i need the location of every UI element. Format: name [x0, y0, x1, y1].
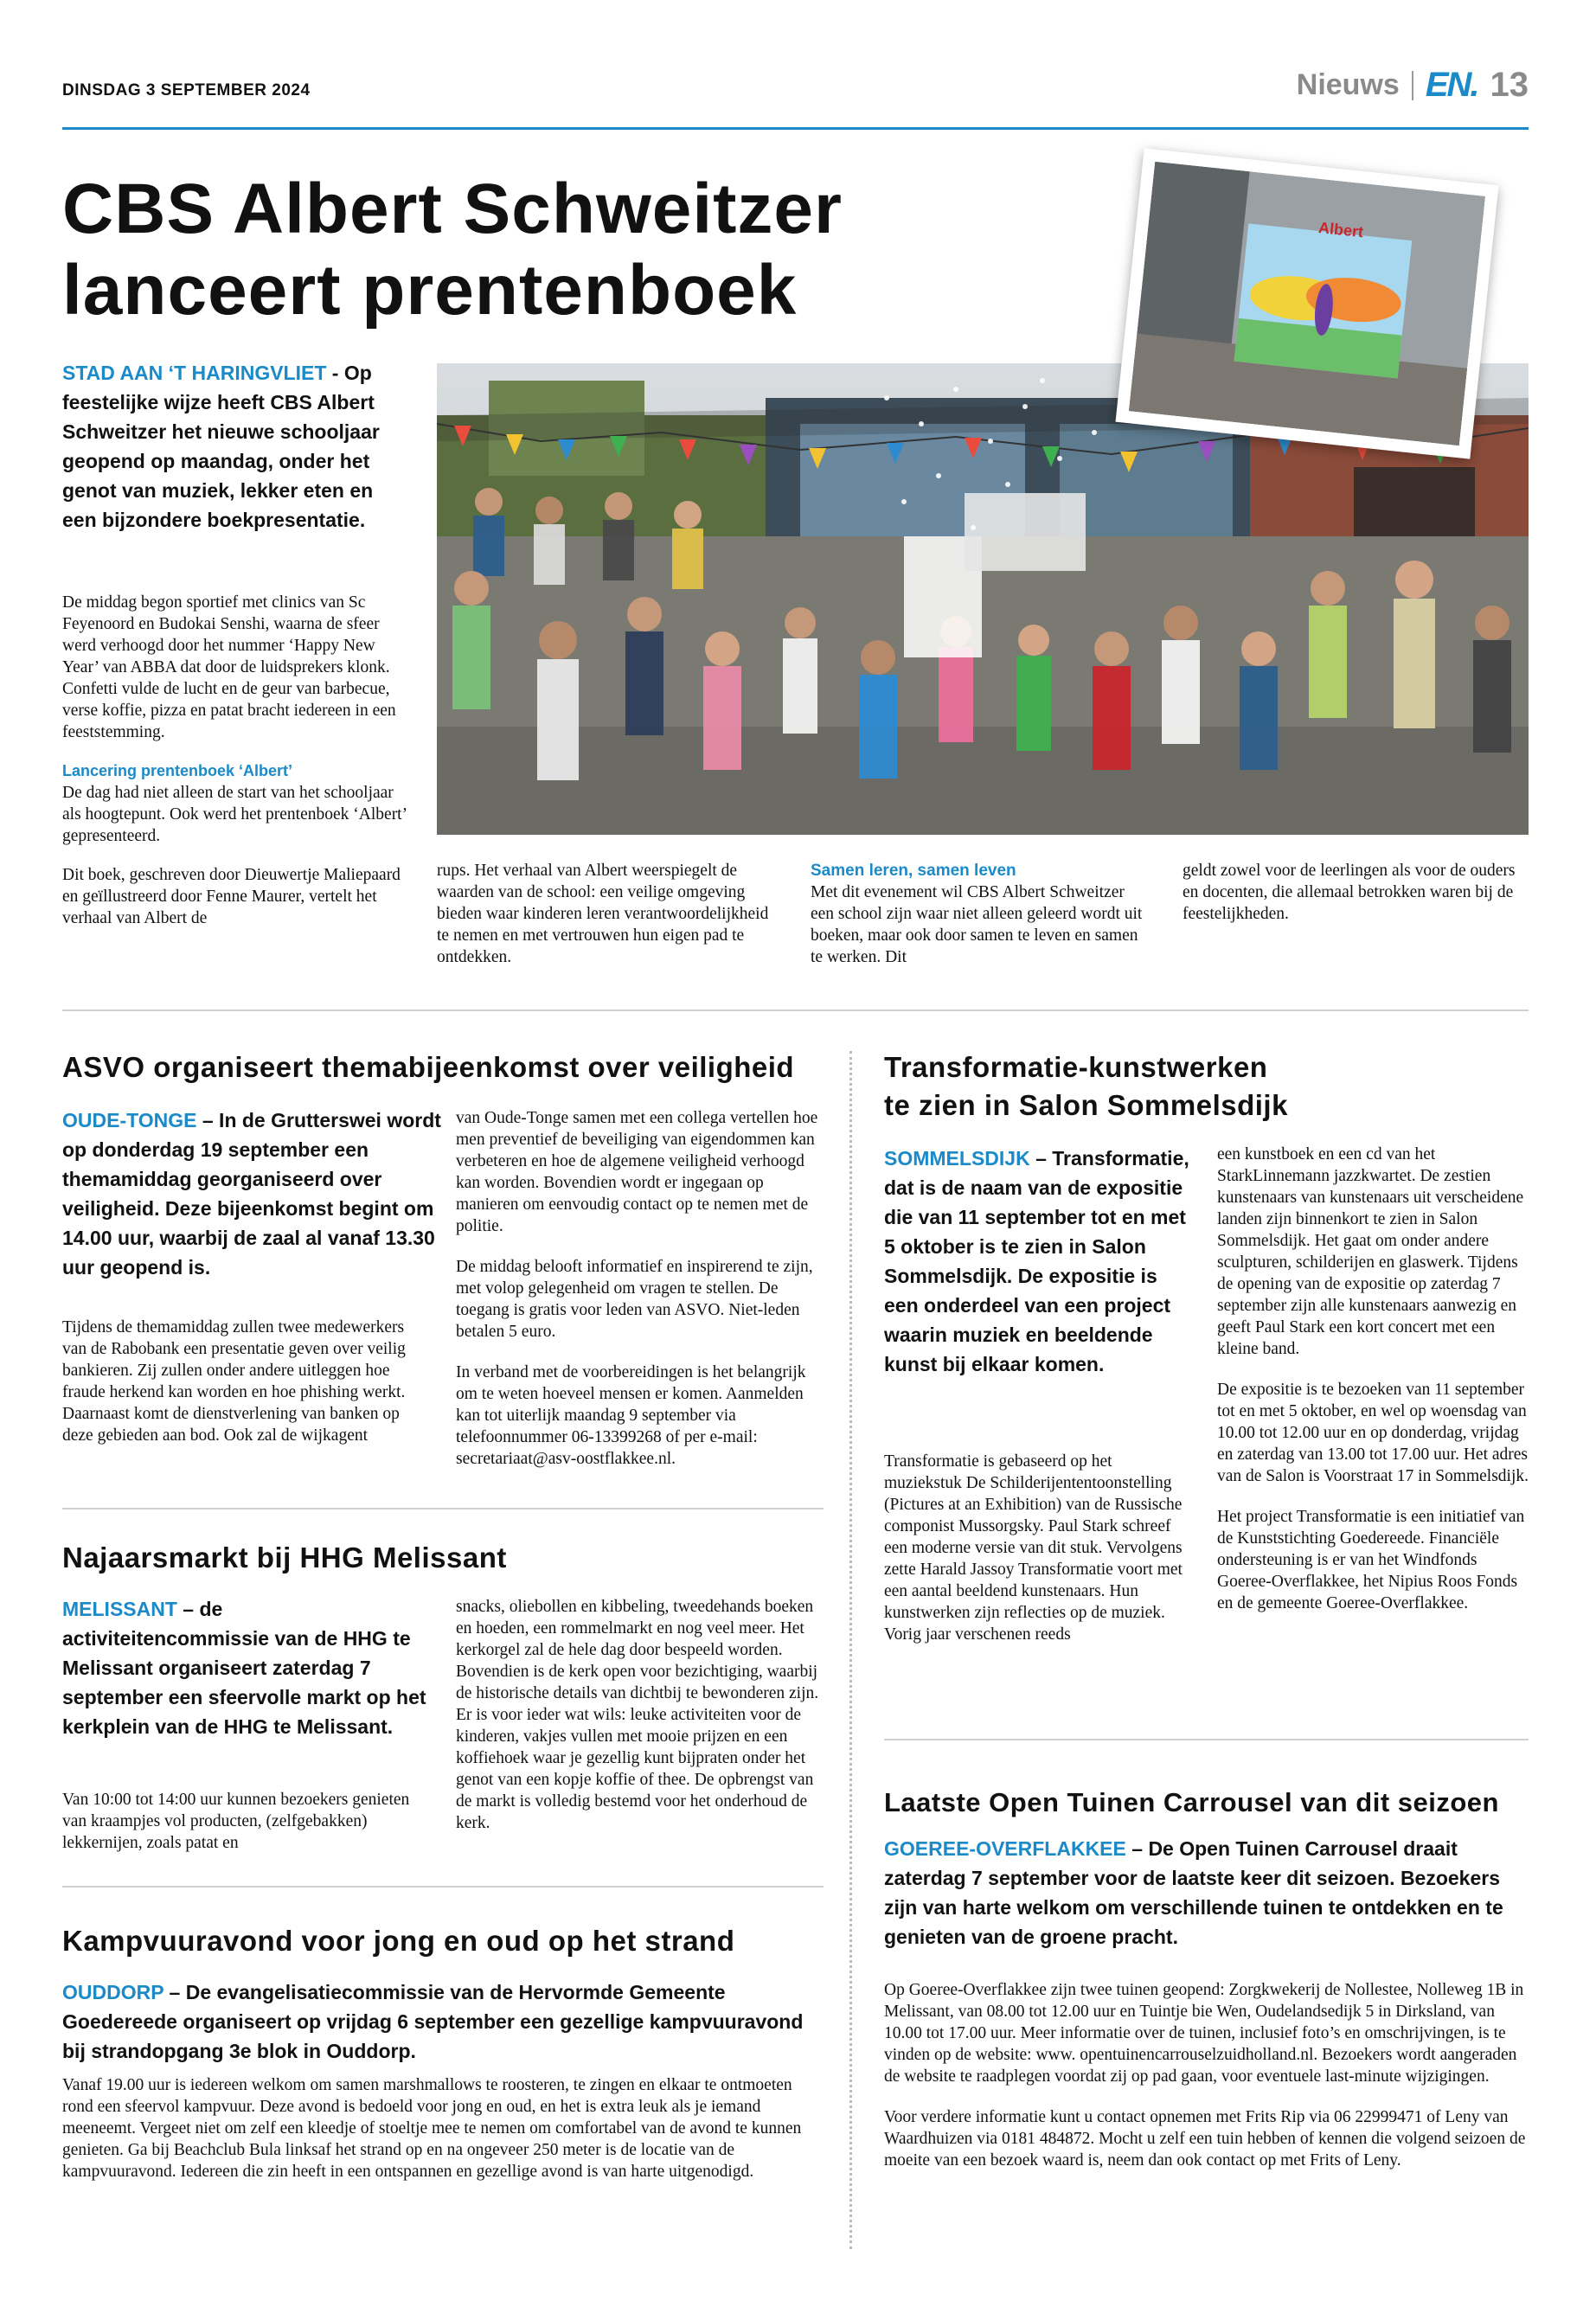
article-title: ASVO organiseert themabijeenkomst over veiligheid	[62, 1051, 795, 1083]
paragraph: van Oude-Tonge samen met een collega vertellen hoe men preventief de beveiliging van eigendommen kan verbeteren en hoe de algemene veiligheid verhoogd kan worden. Bovendien wordt er ingegaan op manieren om eenvoudig contact op te nemen met de politie.	[456, 1109, 818, 1235]
dateline: OUDE-TONGE	[62, 1109, 197, 1131]
dateline: GOEREE-OVERFLAKKEE	[884, 1837, 1126, 1860]
article-lead	[62, 1977, 806, 2066]
title-line-2: lanceert prentenboek	[62, 251, 798, 330]
article-column-4: geldt zowel voor de leerlingen als voor de ouders en docenten, die allemaal betrokken waren bij de feestelijkheden.	[1183, 862, 1516, 923]
article-column-2	[1217, 1144, 1530, 1614]
article-lead	[62, 1106, 443, 1282]
article-title: Najaarsmarkt bij HHG Melissant	[62, 1541, 507, 1574]
article-column-1: Van 10:00 tot 14:00 uur kunnen bezoekers genieten van kraampjes vol producten, (zelfgebakken) lekkernijen, zoals patat en	[62, 1791, 410, 1852]
column-divider	[849, 1051, 852, 2249]
book-cover-illustration	[1129, 162, 1485, 446]
paragraph: Op Goeree-Overflakkee zijn twee tuinen geopend: Zorgkwekerij de Nollestee, Nolleweg 1B in Melissant, van 08.00 tot 12.00 uur en Tuintje bie Wen, Oudelandsedijk 5 in Dirksland, van 10.00 tot 17.00 uur. Meer informatie over de tuinen, inclusief foto’s en omschrijvingen, is te vinden op de website: www. opentuinencarrouselzuidholland.nl. Bezoekers wordt aangeraden de website te raadplegen voordat zij op pad gaan, voor eventuele last-minute wijzigingen.	[884, 1981, 1524, 2086]
page-number: 13	[1490, 66, 1529, 104]
article-column-3	[811, 860, 1150, 968]
dateline: OUDDORP	[62, 1981, 164, 2003]
paragraph: De dag had niet alleen de start van het schooljaar als hoogtepunt. Ook werd het prentenboek ‘Albert’ gepresenteerd.	[62, 784, 407, 845]
subheading: Samen leren, samen leven	[811, 862, 1016, 880]
article-title: Kampvuuravond voor jong en oud op het strand	[62, 1925, 735, 1957]
article-column-1	[62, 592, 408, 929]
paragraph: De middag belooft informatief en inspirerend te zijn, met volop gelegenheid om vragen te stellen. De toegang is gratis voor leden van ASVO. Niet-leden betalen 5 euro.	[456, 1258, 813, 1341]
section-divider	[62, 1886, 824, 1888]
subheading: Lancering prentenboek ‘Albert’	[62, 762, 293, 779]
article-title	[884, 1048, 1529, 1125]
section-divider	[62, 1009, 1529, 1011]
book-cover-polaroid	[1116, 148, 1499, 458]
article-lead	[884, 1144, 1195, 1379]
article-body: Vanaf 19.00 uur is iedereen welkom om samen marshmallows te roosteren, te zingen en elkaar te ontmoeten rond een sfeervol kampvuur. Deze avond is bedoeld voor jong en oud, en het is extra leuk als je iemand meeneemt. Vergeet niet om zelf een kleedje of stoeltje mee te nemen om comfortabel van de avond te kunnen genieten. Ga bij Beachclub Bula linksaf het strand op en na ongeveer 250 meter is de locatie van de kampvuuravond. Iedereen die zin heeft in een ontspannen en gezellige avond is van harte uitgenodigd.	[62, 2076, 802, 2181]
book-title: Albert	[1317, 218, 1365, 241]
header-divider	[1412, 71, 1413, 100]
issue-date: DINSDAG 3 SEPTEMBER 2024	[62, 81, 311, 99]
dateline: MELISSANT	[62, 1598, 177, 1620]
lead-text: – de activiteitencommissie van de HHG te Melissant organiseert zaterdag 7 september een sfeervolle markt op het kerkplein van de HHG te Melissant.	[62, 1598, 426, 1738]
article-column-1: Transformatie is gebaseerd op het muziekstuk De Schilderijententoonstelling (Pictures at an Exhibition) van de Russische componist Mussorgsky. Paul Stark schreef een moderne versie van dit stuk. Vervolgens zette Harald Jassoy Transformatie voort met een aantal beeldend kunstenaars. Hun kunstwerken zijn reflecties op de muziek. Vorig jaar verschenen reeds	[884, 1452, 1183, 1644]
lead-text: – De evangelisatiecommissie van de Hervormde Gemeente Goedereede organiseert op vrijdag 6 september een gezellige kampvuuravond bij strandopgang 3e blok in Ouddorp.	[62, 1981, 804, 2062]
title-line-1: Transformatie-kunstwerken	[884, 1051, 1268, 1083]
paragraph: een kunstboek en een cd van het StarkLinnemann jazzkwartet. De zestien kunstenaars van kunstenaars uit verscheidene landen zijn binnenkort te zien in Salon Sommelsdijk. Het gaat om onder andere sculpturen, schilderijen en glaswerk. Tijdens de opening van de expositie op zaterdag 7 september zijn alle kunstenaars aanwezig en geeft Paul Stark een kort concert met een kleine band.	[1217, 1145, 1524, 1358]
article-column-2: snacks, oliebollen en kibbeling, tweedehands boeken en hoeden, een rommelmarkt en nog veel meer. Het kerkorgel zal de hele dag door bespeeld worden. Bovendien is de kerk open voor bezichtiging, waarbij de historische details van dichtbij te bewonderen zijn. Er is voor ieder wat wils: leuke activiteiten voor de kinderen, vakjes vullen met mooie prijzen en een koffiehoek waar je gezellig kunt bijpraten onder het genot van een kopje koffie of thee. De opbrengst van de markt is volledig bestemd voor het onderhoud de kerk.	[456, 1598, 819, 1832]
title-line-2: te zien in Salon Sommelsdijk	[884, 1089, 1288, 1121]
paragraph: De middag begon sportief met clinics van Sc Feyenoord en Budokai Senshi, waarna de sfeer werd verhoogd door het nummer ‘Happy New Year’ van ABBA dat door de luidsprekers klonk. Confetti vulde de lucht en de geur van barbecue, verse koffie, pizza en patat bracht iedereen in een feeststemming.	[62, 593, 396, 741]
lead-text: – De Open Tuinen Carrousel draait zaterdag 7 september voor de laatste keer dit seizoen. Bezoekers zijn van harte welkom om verschillende tuinen te ontdekken en te genieten van de groene pracht.	[884, 1837, 1503, 1948]
paragraph: De expositie is te bezoeken van 11 september tot en met 5 oktober, en wel op woensdag van 10.00 tot 12.00 uur en op donderdag, vrijdag en zaterdag van 13.00 tot 17.00 uur. Het adres van de Salon is Voorstraat 17 in Sommelsdijk.	[1217, 1381, 1529, 1485]
article-column-2: rups. Het verhaal van Albert weerspiegelt de waarden van de school: een veilige omgeving bieden waar kinderen leren verantwoordelijkheid te nemen en met vertrouwen hun eigen pad te ontdekken.	[437, 862, 769, 966]
section-name: Nieuws	[1296, 68, 1400, 101]
header-rule	[62, 127, 1529, 130]
article-lead	[62, 1594, 430, 1741]
section-divider	[62, 1508, 824, 1509]
paragraph: Met dit evenement wil CBS Albert Schweitzer een school zijn waar niet alleen geleerd wordt uit boeken, maar ook door samen te leven en samen te werken. Dit	[811, 883, 1143, 966]
title-line-1: CBS Albert Schweitzer	[62, 170, 843, 248]
article-body	[884, 1979, 1529, 2171]
article-lead	[62, 358, 413, 535]
paragraph: Voor verdere informatie kunt u contact opnemen met Frits Rip via 06 22999471 of Leny van Waardhuizen via 0181 484872. Mocht u zelf een tuin hebben of kennen die volgend seizoen de moeite van een bezoek waard is, neem dan ook contact op met Frits of Leny.	[884, 2108, 1526, 2170]
section-divider	[884, 1739, 1529, 1740]
article-lead	[884, 1834, 1529, 1952]
article-title	[62, 169, 843, 331]
en-logo: EN.	[1425, 66, 1478, 104]
lead-text: – Transformatie, dat is de naam van de expositie die van 11 september tot en met 5 oktober is te zien in Salon Sommelsdijk. De expositie is een onderdeel van een project waarin muziek en beeldende kunst bij elkaar komen.	[884, 1147, 1189, 1375]
lead-text: - Op feestelijke wijze heeft CBS Albert Schweitzer het nieuwe schooljaar geopend op maandag, onder het genot van muziek, lekker eten en een bijzondere boekpresentatie.	[62, 362, 380, 531]
dateline: SOMMELSDIJK	[884, 1147, 1030, 1170]
article-column-1: Tijdens de themamiddag zullen twee medewerkers van de Rabobank een presentatie geven over veilig bankieren. Zij zullen onder andere uitleggen hoe fraude herkend kan worden en hoe phishing werkt. Daarnaast komt de dienstverlening van banken op deze gebieden aan bod. Ook zal de wijkagent	[62, 1318, 406, 1445]
page-header	[1297, 66, 1529, 105]
dateline: STAD AAN ‘T HARINGVLIET	[62, 362, 327, 384]
paragraph: In verband met de voorbereidingen is het belangrijk om te weten hoeveel mensen er komen. Aanmelden kan tot uiterlijk maandag 9 september via telefoonnummer 06-13399268 of per e-mail: secretariaat@asv-oostflakkee.nl.	[456, 1363, 806, 1468]
paragraph: Het project Transformatie is een initiatief van de Kunststichting Goedereede. Financiële ondersteuning is er van het Windfonds Goeree-Overflakkee, het Nipius Roos Fonds en de gemeente Goeree-Overflakkee.	[1217, 1508, 1525, 1612]
lead-text: – In de Grutterswei wordt op donderdag 19 september een themamiddag georganiseerd over veiligheid. Deze bijeenkomst begint om 14.00 uur, waarbij de zaal al vanaf 13.30 uur geopend is.	[62, 1109, 441, 1279]
article-title: Laatste Open Tuinen Carrousel van dit seizoen	[884, 1787, 1499, 1817]
paragraph: Dit boek, geschreven door Dieuwertje Maliepaard en geïllustreerd door Fenne Maurer, vertelt het verhaal van Albert de	[62, 866, 401, 927]
article-column-2	[456, 1107, 825, 1470]
